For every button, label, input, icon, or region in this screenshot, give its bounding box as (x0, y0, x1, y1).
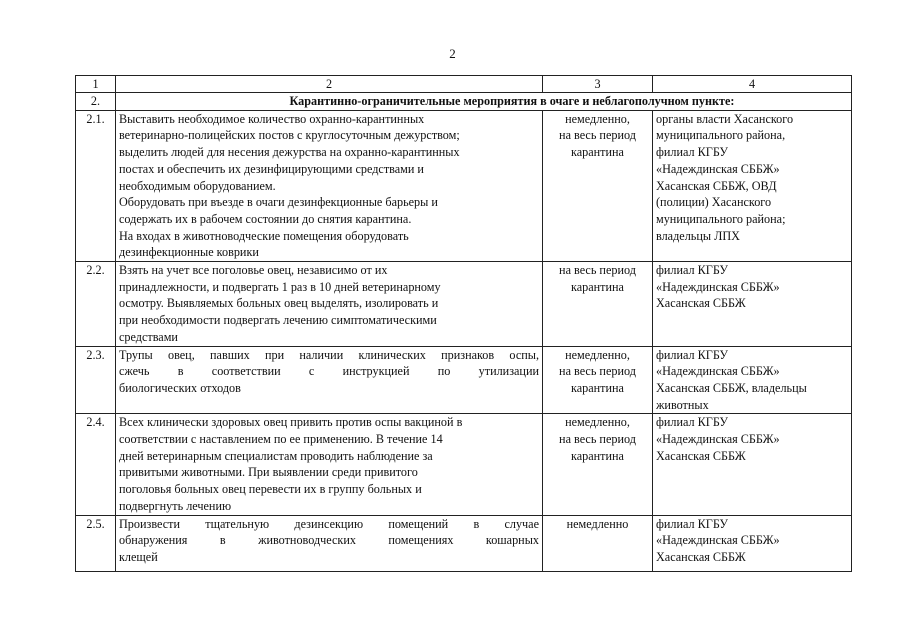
header-cell-3: 3 (543, 76, 653, 93)
responsible-text-line: «Надеждинская СББЖ» (656, 432, 780, 447)
action-text-line: Произвести тщательную дезинсекцию помещений в случае (119, 516, 539, 531)
action-text-line: ветеринарно-полицейских постов с круглосуточным дежурством; (119, 128, 460, 143)
table-row (76, 262, 852, 347)
table-row (76, 515, 852, 571)
responsible-text-line: органы власти Хасанского (656, 111, 794, 126)
header-cell-2: 2 (116, 76, 543, 93)
responsible-text-line: животных (656, 397, 709, 412)
row-action (116, 110, 543, 261)
term-text-line: карантина (571, 448, 624, 463)
table-row (76, 346, 852, 414)
row-term (543, 262, 653, 347)
action-text-line: содержать их в рабочем состоянии до снятия карантина. (119, 211, 412, 226)
responsible-text-line: филиал КГБУ (656, 347, 729, 362)
header-cell-1: 1 (76, 76, 116, 93)
action-text-line: средствами (119, 329, 178, 344)
responsible-text-line: Хасанская СББЖ, владельцы (656, 380, 807, 395)
measures-table (75, 75, 852, 572)
responsible-text-line: муниципального района; (656, 211, 786, 226)
action-text-line: постах и обеспечить их дезинфицирующими средствами и (119, 161, 424, 176)
action-text-line: Трупы овец, павших при наличии клинических признаков оспы, (119, 347, 539, 362)
table-row (76, 414, 852, 515)
responsible-text-line: филиал КГБУ (656, 415, 729, 430)
row-number: 2.1. (76, 110, 116, 261)
action-text-line: Выставить необходимое количество охранно-карантинных (119, 111, 425, 126)
row-action (116, 346, 543, 414)
action-text-line: обнаружения в животноводческих помещениях кошарных (119, 533, 539, 548)
term-text-line: немедленно, (565, 347, 630, 362)
row-term (543, 515, 653, 571)
header-cell-4: 4 (653, 76, 852, 93)
responsible-text-line: «Надеждинская СББЖ» (656, 161, 780, 176)
responsible-text-line: «Надеждинская СББЖ» (656, 533, 780, 548)
term-text-line: на весь период (559, 364, 636, 379)
action-text-line: Взять на учет все поголовье овец, независимо от их (119, 263, 388, 278)
responsible-text-line: филиал КГБУ (656, 145, 729, 160)
row-number: 2.4. (76, 414, 116, 515)
section-title: Карантинно-ограничительные мероприятия в очаге и неблагополучном пункте: (116, 93, 852, 111)
action-text-line: привитыми животными. При выявлении среди привитого (119, 465, 418, 480)
row-responsible (653, 414, 852, 515)
row-term (543, 346, 653, 414)
action-text-line: необходимым оборудованием. (119, 178, 276, 193)
page-number: 2 (449, 46, 456, 61)
term-text-line: карантина (571, 380, 624, 395)
action-text-line: осмотру. Выявляемых больных овец выделять, изолировать и (119, 296, 439, 311)
row-term (543, 414, 653, 515)
responsible-text-line: «Надеждинская СББЖ» (656, 364, 780, 379)
row-responsible (653, 515, 852, 571)
term-text-line: немедленно (566, 516, 629, 531)
term-text-line: на весь период (559, 128, 636, 143)
responsible-text-line: филиал КГБУ (656, 516, 729, 531)
responsible-text-line: «Надеждинская СББЖ» (656, 279, 780, 294)
action-text-line: дней ветеринарным специалистам проводить наблюдение за (119, 448, 433, 463)
term-text-line: немедленно, (565, 111, 630, 126)
responsible-text-line: владельцы ЛПХ (656, 228, 740, 243)
responsible-text-line: филиал КГБУ (656, 263, 729, 278)
row-term (543, 110, 653, 261)
responsible-text-line: Хасанская СББЖ (656, 448, 746, 463)
action-text-line: поголовья больных овец перевести их в группу больных и (119, 482, 422, 497)
row-action (116, 515, 543, 571)
action-text-line: при необходимости подвергать лечению симптоматическими (119, 313, 437, 328)
responsible-text-line: муниципального района, (656, 128, 786, 143)
row-number: 2.2. (76, 262, 116, 347)
action-text-line: дезинфекционные коврики (119, 245, 259, 260)
action-text-line: Оборудовать при въезде в очаги дезинфекционные барьеры и (119, 195, 438, 210)
term-text-line: карантина (571, 279, 624, 294)
table-header-row (76, 76, 852, 93)
row-number: 2.3. (76, 346, 116, 414)
action-text-line: биологических отходов (119, 380, 241, 395)
action-text-line: клещей (119, 549, 158, 564)
row-responsible (653, 346, 852, 414)
term-text-line: на весь период (559, 263, 636, 278)
responsible-text-line: Хасанская СББЖ (656, 296, 746, 311)
term-text-line: на весь период (559, 432, 636, 447)
section-number: 2. (76, 93, 116, 111)
row-responsible (653, 110, 852, 261)
term-text-line: немедленно, (565, 415, 630, 430)
responsible-text-line: Хасанская СББЖ (656, 549, 746, 564)
term-text-line: карантина (571, 145, 624, 160)
row-number: 2.5. (76, 515, 116, 571)
responsible-text-line: (полиции) Хасанского (656, 195, 772, 210)
action-text-line: подвергнуть лечению (119, 498, 232, 513)
action-text-line: выделить людей для несения дежурства на охранно-карантинных (119, 145, 460, 160)
table-row (76, 110, 852, 261)
action-text-line: сжечь в соответствии с инструкцией по утилизации (119, 364, 539, 379)
action-text-line: соответствии с наставлением по ее применению. В течение 14 (119, 432, 443, 447)
responsible-text-line: Хасанская СББЖ, ОВД (656, 178, 777, 193)
section-row (76, 93, 852, 111)
action-text-line: На входах в животноводческие помещения оборудовать (119, 228, 409, 243)
action-text-line: принадлежности, и подвергать 1 раз в 10 дней ветеринарному (119, 279, 441, 294)
row-responsible (653, 262, 852, 347)
row-action (116, 262, 543, 347)
row-action (116, 414, 543, 515)
action-text-line: Всех клинически здоровых овец привить против оспы вакциной в (119, 415, 463, 430)
